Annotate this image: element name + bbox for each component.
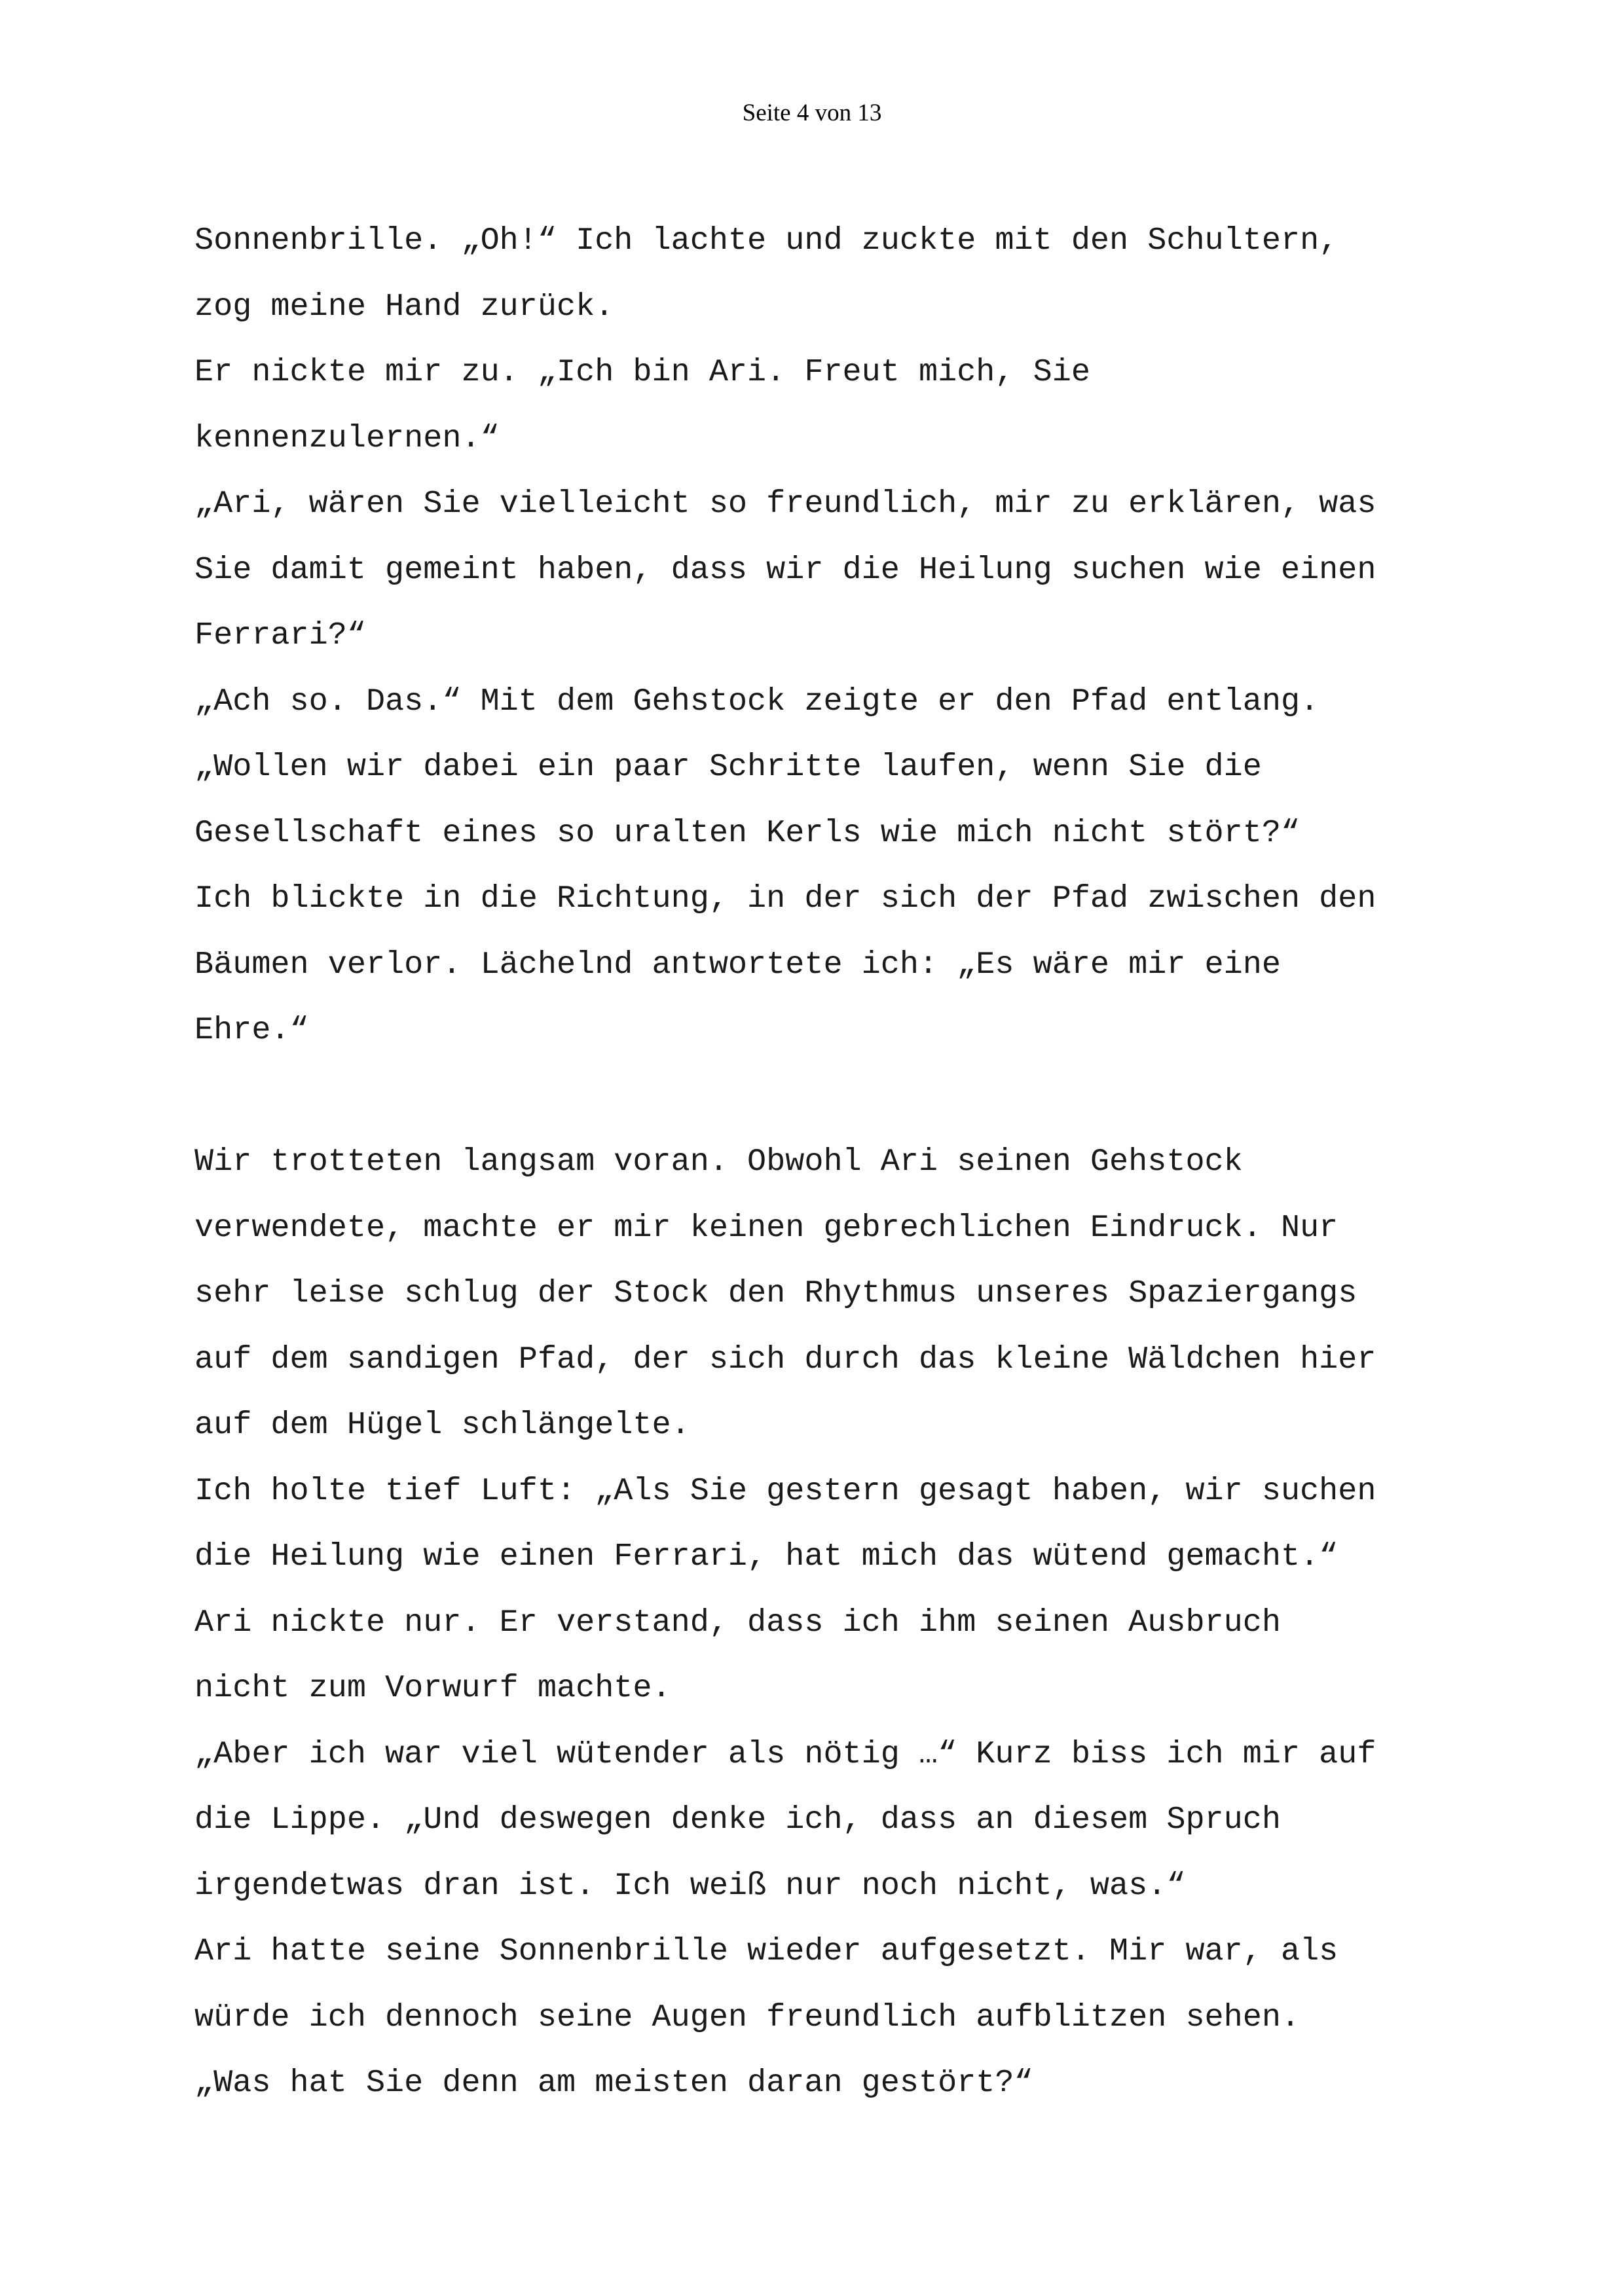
text-line: auf dem sandigen Pfad, der sich durch das kleine Wäldchen hier: [194, 1341, 1376, 1377]
text-line: Ich blickte in die Richtung, in der sich der Pfad zwischen den: [194, 881, 1376, 917]
text-line: irgendetwas dran ist. Ich weiß nur noch nicht, was.“: [194, 1867, 1186, 1904]
text-line: Ferrari?“: [194, 617, 366, 653]
text-line: nicht zum Vorwurf machte.: [194, 1670, 671, 1706]
text-line: „Ach so. Das.“ Mit dem Gehstock zeigte er den Pfad entlang.: [194, 683, 1320, 720]
text-line: auf dem Hügel schlängelte.: [194, 1407, 690, 1443]
text-line: Ari nickte nur. Er verstand, dass ich ihm seinen Ausbruch: [194, 1604, 1281, 1641]
text-line: Ari hatte seine Sonnenbrille wieder aufgesetzt. Mir war, als: [194, 1933, 1338, 1969]
text-line: Sonnenbrille. „Oh!“ Ich lachte und zuckte mit den Schultern,: [194, 223, 1338, 259]
text-line: Wir trotteten langsam voran. Obwohl Ari seinen Gehstock: [194, 1144, 1243, 1180]
text-line: Er nickte mir zu. „Ich bin Ari. Freut mich, Sie: [194, 354, 1090, 390]
text-line: „Was hat Sie denn am meisten daran gestört?“: [194, 2065, 1033, 2101]
text-line: Bäumen verlor. Lächelnd antwortete ich: „Es wäre mir eine: [194, 946, 1281, 983]
text-line: Gesellschaft eines so uralten Kerls wie mich nicht stört?“: [194, 814, 1301, 851]
text-line: verwendete, machte er mir keinen gebrechlichen Eindruck. Nur: [194, 1209, 1338, 1246]
paragraph-break: [194, 1064, 1478, 1130]
text-line: die Lippe. „Und deswegen denke ich, dass an diesem Spruch: [194, 1802, 1281, 1838]
document-body: [194, 208, 1478, 2117]
text-line: kennenzulernen.“: [194, 420, 500, 456]
text-line: würde ich dennoch seine Augen freundlich aufblitzen sehen.: [194, 1999, 1301, 2035]
page-number-header: Seite 4 von 13: [742, 100, 882, 126]
text-line: die Heilung wie einen Ferrari, hat mich das wütend gemacht.“: [194, 1539, 1338, 1575]
text-line: „Aber ich war viel wütender als nötig …“ Kurz biss ich mir auf: [194, 1736, 1376, 1772]
text-line: „Ari, wären Sie vielleicht so freundlich, mir zu erklären, was: [194, 486, 1376, 522]
text-line: zog meine Hand zurück.: [194, 288, 614, 325]
text-line: Ich holte tief Luft: „Als Sie gestern gesagt haben, wir suchen: [194, 1472, 1376, 1509]
text-line: „Wollen wir dabei ein paar Schritte laufen, wenn Sie die: [194, 749, 1262, 785]
text-line: sehr leise schlug der Stock den Rhythmus unseres Spaziergangs: [194, 1275, 1357, 1311]
text-line: Ehre.“: [194, 1012, 309, 1048]
text-line: Sie damit gemeint haben, dass wir die Heilung suchen wie einen: [194, 551, 1376, 588]
